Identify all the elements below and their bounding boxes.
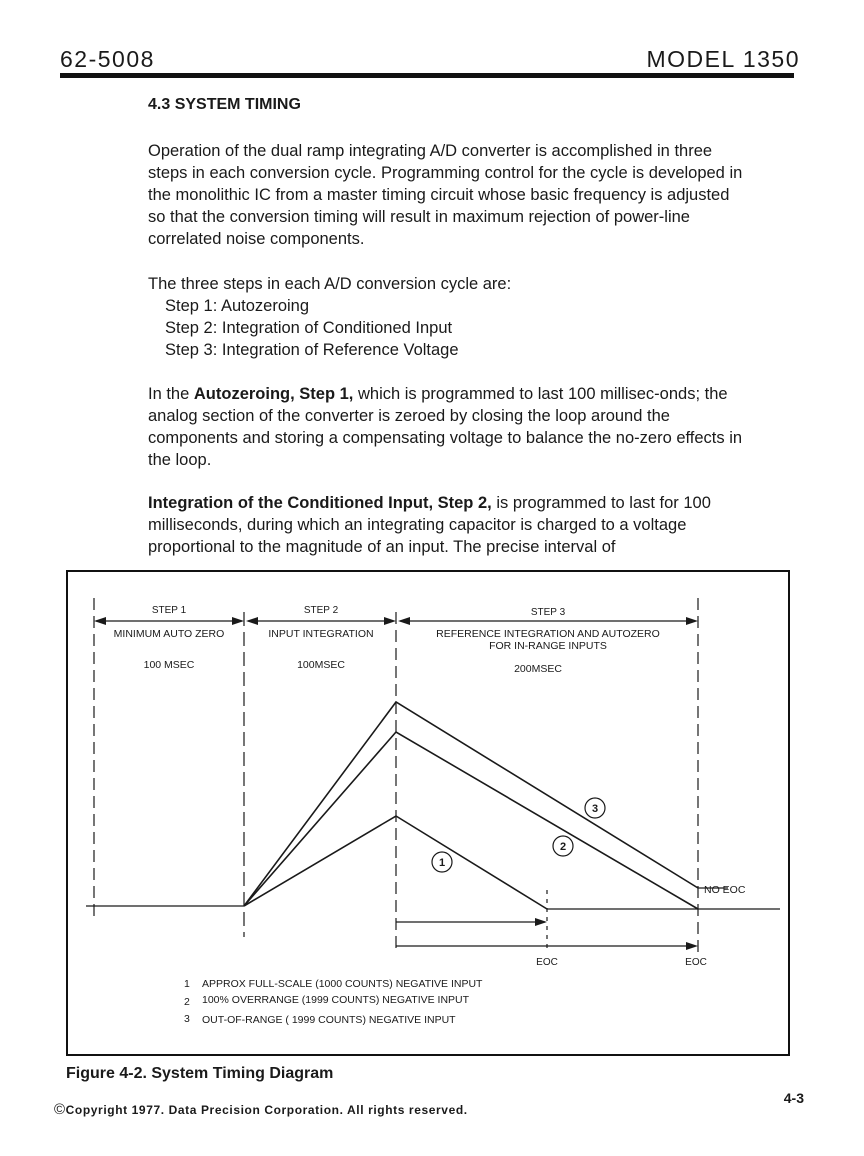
arrowhead-step2-left [246, 617, 258, 625]
step2-time: 100MSEC [297, 659, 345, 671]
copyright-notice [54, 1101, 468, 1118]
arrowhead-step3-right [686, 617, 698, 625]
paragraph-operation: Operation of the dual ramp integrating A/D converter is accomplished in three steps in each conversion cycle. Programming control for the cycle is developed in the monolithic IC from a master timing circuit whose basic frequency is adjusted so that the conversion timing will result in maximum rejection of power-line correlated noise components. [148, 142, 743, 248]
step-list-item-2: Step 2: Integration of Conditioned Input [165, 319, 453, 337]
legend-num-1: 1 [184, 978, 190, 990]
no-eoc-label: NO EOC [704, 884, 746, 896]
step2-label: STEP 2 [303, 605, 339, 616]
curve-marker-2: 2 [559, 841, 567, 853]
arrowhead-step2-right [384, 617, 396, 625]
step1-label: STEP 1 [151, 605, 187, 616]
step3-desc-line2: FOR IN-RANGE INPUTS [489, 640, 607, 652]
arrowhead-eoc2 [686, 942, 698, 950]
header-rule [60, 73, 794, 78]
section-title: 4.3 SYSTEM TIMING [148, 96, 301, 113]
ramp-curve-2 [244, 732, 698, 909]
figure-caption: Figure 4-2. System Timing Diagram [66, 1065, 334, 1082]
step3-time: 200MSEC [514, 663, 562, 675]
arrowhead-step3-left [398, 617, 410, 625]
paragraph-autozeroing [148, 383, 748, 471]
curve-marker-3: 3 [591, 803, 599, 815]
ramp-curve-3 [244, 702, 698, 906]
step1-desc: MINIMUM AUTO ZERO [113, 628, 225, 640]
paragraph-integration [148, 492, 748, 558]
copyright-symbol-icon: © [54, 1101, 66, 1118]
timing-diagram-frame [66, 570, 790, 1056]
legend-text-2: 100% OVERRANGE (1999 COUNTS) NEGATIVE INPUT [202, 994, 470, 1006]
arrowhead-step1-right [232, 617, 244, 625]
copyright-text: Copyright 1977. Data Precision Corporation. All rights reserved. [65, 1103, 468, 1117]
paragraph-steps-intro: The three steps in each A/D conversion cycle are: [148, 275, 512, 293]
legend-num-2: 2 [184, 996, 190, 1008]
step-list-item-1: Step 1: Autozeroing [165, 297, 310, 315]
step3-desc-line1: REFERENCE INTEGRATION AND AUTOZERO [436, 628, 660, 640]
timing-diagram [68, 572, 788, 1054]
document-number: 62-5008 [60, 46, 155, 72]
model-name: MODEL 1350 [646, 46, 800, 72]
paragraph-integration-bold: Integration of the Conditioned Input, Step 2, [148, 494, 492, 512]
curve-marker-1: 1 [438, 857, 446, 869]
paragraph-autozeroing-bold: Autozeroing, Step 1, [193, 385, 354, 403]
step-list-item-3: Step 3: Integration of Reference Voltage [165, 341, 459, 359]
eoc2-label: EOC [685, 957, 707, 968]
arrowhead-eoc1 [535, 918, 547, 926]
paragraph-integration-body: is programmed to last for 100 milliseconds, during which an integrating capacitor is charged to a voltage proportional to the magnitude of an input. The precise interval of [148, 494, 711, 556]
legend-text-1: APPROX FULL-SCALE (1000 COUNTS) NEGATIVE INPUT [202, 978, 483, 990]
page-number: 4-3 [783, 1090, 804, 1106]
legend-text-3: OUT-OF-RANGE ( 1999 COUNTS) NEGATIVE INPUT [202, 1014, 456, 1026]
step2-desc: INPUT INTEGRATION [268, 628, 374, 640]
step3-label: STEP 3 [530, 607, 566, 618]
eoc1-label: EOC [536, 957, 558, 968]
arrowhead-step1-left [94, 617, 106, 625]
step1-time: 100 MSEC [143, 659, 195, 671]
paragraph-autozeroing-body: which is programmed to last 100 millisec-onds; the analog section of the converter is zeroed by closing the loop around the components and storing a compensating voltage to balance the no-zero effects in the loop. [148, 385, 743, 469]
paragraph-autozeroing-lead: In the [148, 385, 194, 403]
legend-num-3: 3 [184, 1013, 190, 1025]
